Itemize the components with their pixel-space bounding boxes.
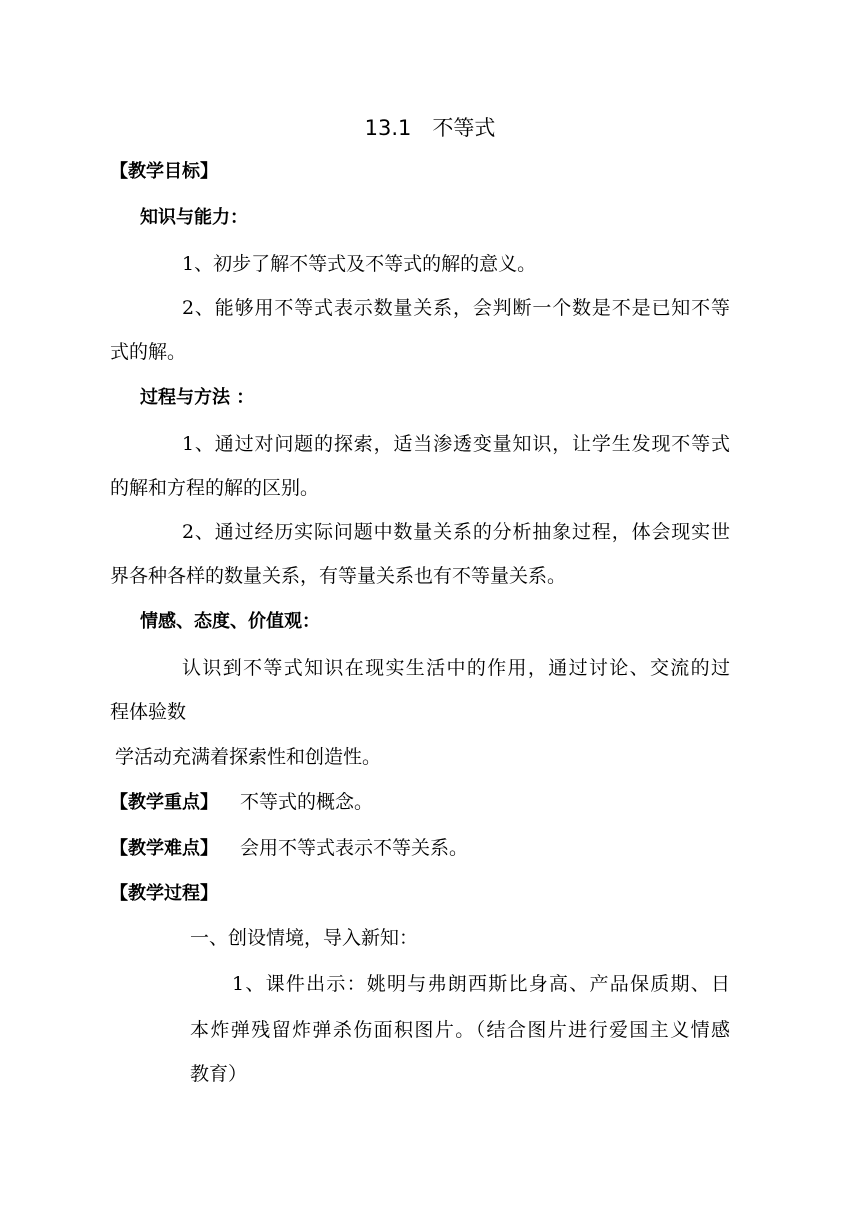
key-point-label: 【教学重点】 — [110, 792, 218, 813]
teaching-process-heading: 【教学过程】 — [110, 883, 218, 904]
difficulty-row — [110, 836, 468, 861]
knowledge-item-2: 2、能够用不等式表示数量关系，会判断一个数是不是已知不等 — [182, 297, 730, 319]
knowledge-item-2-cont: 式的解。 — [110, 341, 187, 363]
step1-item-1-cont2: 教育） — [190, 1063, 248, 1085]
process-item-2: 2、通过经历实际问题中数量关系的分析抽象过程，体会现实世 — [182, 521, 730, 543]
emotion-item-1-cont: 程体验数 — [110, 701, 187, 723]
goals-heading: 【教学目标】 — [110, 161, 218, 182]
emotion-heading: 情感、态度、价值观： — [140, 611, 320, 632]
page-title: 13.1 不等式 — [364, 116, 496, 140]
difficulty-text: 会用不等式表示不等关系。 — [240, 837, 469, 859]
difficulty-label: 【教学难点】 — [110, 838, 218, 859]
knowledge-item-1: 1、初步了解不等式及不等式的解的意义。 — [182, 253, 537, 275]
key-point-text: 不等式的概念。 — [240, 791, 374, 813]
knowledge-heading: 知识与能力： — [140, 207, 248, 228]
step1-item-1: 1、课件出示：姚明与弗朗西斯比身高、产品保质期、日 — [232, 973, 730, 995]
process-item-1: 1、通过对问题的探索，适当渗透变量知识，让学生发现不等式 — [182, 433, 730, 455]
process-item-1-cont: 的解和方程的解的区别。 — [110, 477, 320, 499]
process-method-heading: 过程与方法 ： — [140, 387, 255, 408]
step1-item-1-cont: 本炸弹残留炸弹杀伤面积图片。（结合图片进行爱国主义情感 — [190, 1019, 730, 1041]
emotion-item-1: 认识到不等式知识在现实生活中的作用，通过讨论、交流的过 — [182, 657, 730, 679]
key-point-row — [110, 790, 373, 815]
process-item-2-cont: 界各种各样的数量关系，有等量关系也有不等量关系。 — [110, 565, 567, 587]
step1-heading: 一、创设情境，导入新知： — [190, 927, 419, 949]
emotion-item-1-cont2: 学活动充满着探索性和创造性。 — [115, 746, 382, 768]
